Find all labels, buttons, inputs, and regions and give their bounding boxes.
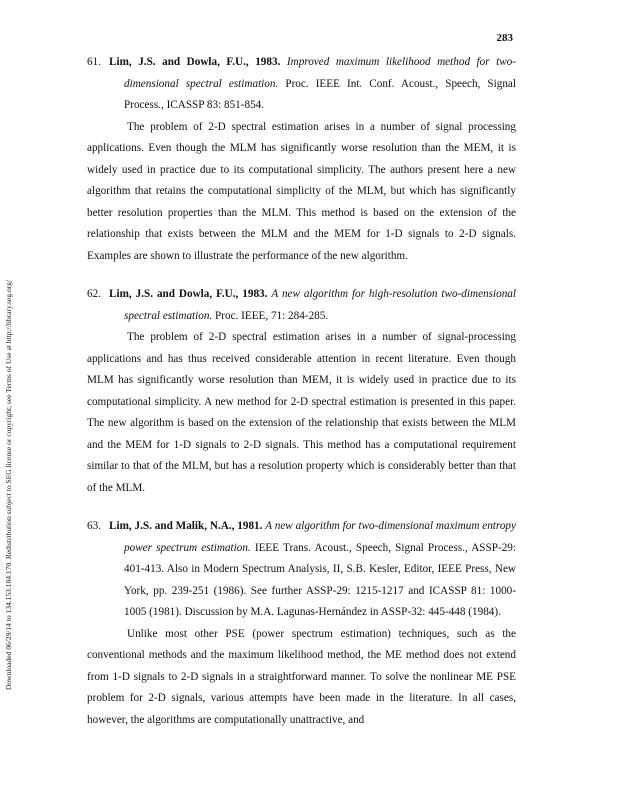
entry-title: A new algorithm for two-dimensional maximum entropy power spectrum estimation.: [124, 520, 516, 554]
entry-title: Improved maximum likelihood method for two-dimensional spectral estimation.: [124, 56, 516, 90]
entry-source: Proc. IEEE Int. Conf. Acoust., Speech, Signal Process., ICASSP 83: 851-854.: [124, 77, 516, 111]
citation: [87, 52, 516, 117]
entry-abstract: Unlike most other PSE (power spectrum estimation) techniques, such as the conventional methods and the maximum likelihood method, the ME method does not extend from 1-D signals to 2-D signals in a straightforward manner. To solve the nonlinear ME PSE problem for 2-D signals, various attempts have been made in the literature. In all cases, however, the algorithms are computationally unattractive, and: [87, 627, 516, 726]
entry-source: Proc. IEEE, 71: 284-285.: [215, 309, 329, 322]
entry-62: [87, 284, 516, 499]
download-notice: Downloaded 06/29/14 to 134.153.184.170. Redistribution subject to SEG license or copyright; see Terms of Use at http://library.seg.org/: [4, 280, 13, 690]
entry-authors: Lim, J.S. and Dowla, F.U., 1983.: [109, 56, 281, 68]
entry-source: IEEE Trans. Acoust., Speech, Signal Process., ASSP-29: 401-413. Also in Modern Spectrum Analysis, II, S.B. Kesler, Editor, IEEE Press, New York, pp. 239-251 (1986). See further ASSP-29: 1215-1217 and ICASSP 81: 1000-1005 (1981). Discussion by M.A. Lagunas-Hernández in ASSP-32: 445-448 (1984).: [124, 541, 516, 618]
entry-number: 62.: [87, 288, 101, 300]
page-number: 283: [496, 32, 513, 44]
entry-title: A new algorithm for high-resolution two-dimensional spectral estimation.: [124, 288, 517, 322]
entry-abstract: The problem of 2-D spectral estimation arises in a number of signal processing applications. Even though the MLM has significantly worse resolution than the MEM, it is widely used in practice due to its computational simplicity. The authors present here a new algorithm that retains the computational simplicity of the MLM, but which has significantly better resolution properties than the MLM. This method is based on the extension of the relationship that exists between the MLM and the MEM for 1-D signals to 2-D signals. Examples are shown to illustrate the performance of the new algorithm.: [87, 120, 516, 262]
entry-authors: Lim, J.S. and Dowla, F.U., 1983.: [109, 288, 268, 300]
citation: [87, 516, 516, 624]
entry-abstract: The problem of 2-D spectral estimation arises in a number of signal-processing applications and has thus received considerable attention in recent literature. Even though MLM has significantly worse resolution than MEM, it is widely used in practice due to its computational simplicity. A new method for 2-D spectral estimation is presented in this paper. The new algorithm is based on the extension of the relationship that exists between the MLM and the MEM for 1-D signals to 2-D signals. This method has a computational requirement similar to that of the MLM, but has a resolution property which is considerably better than that of the MLM.: [87, 331, 516, 494]
entry-number: 61.: [87, 56, 101, 68]
entry-authors: Lim, J.S. and Malik, N.A., 1981.: [109, 520, 263, 532]
side-note: [4, 50, 18, 690]
entry-63: [87, 516, 516, 731]
entry-61: [87, 52, 516, 267]
entry-number: 63.: [87, 520, 101, 532]
bibliography-content: [87, 52, 516, 748]
citation: [87, 284, 516, 327]
